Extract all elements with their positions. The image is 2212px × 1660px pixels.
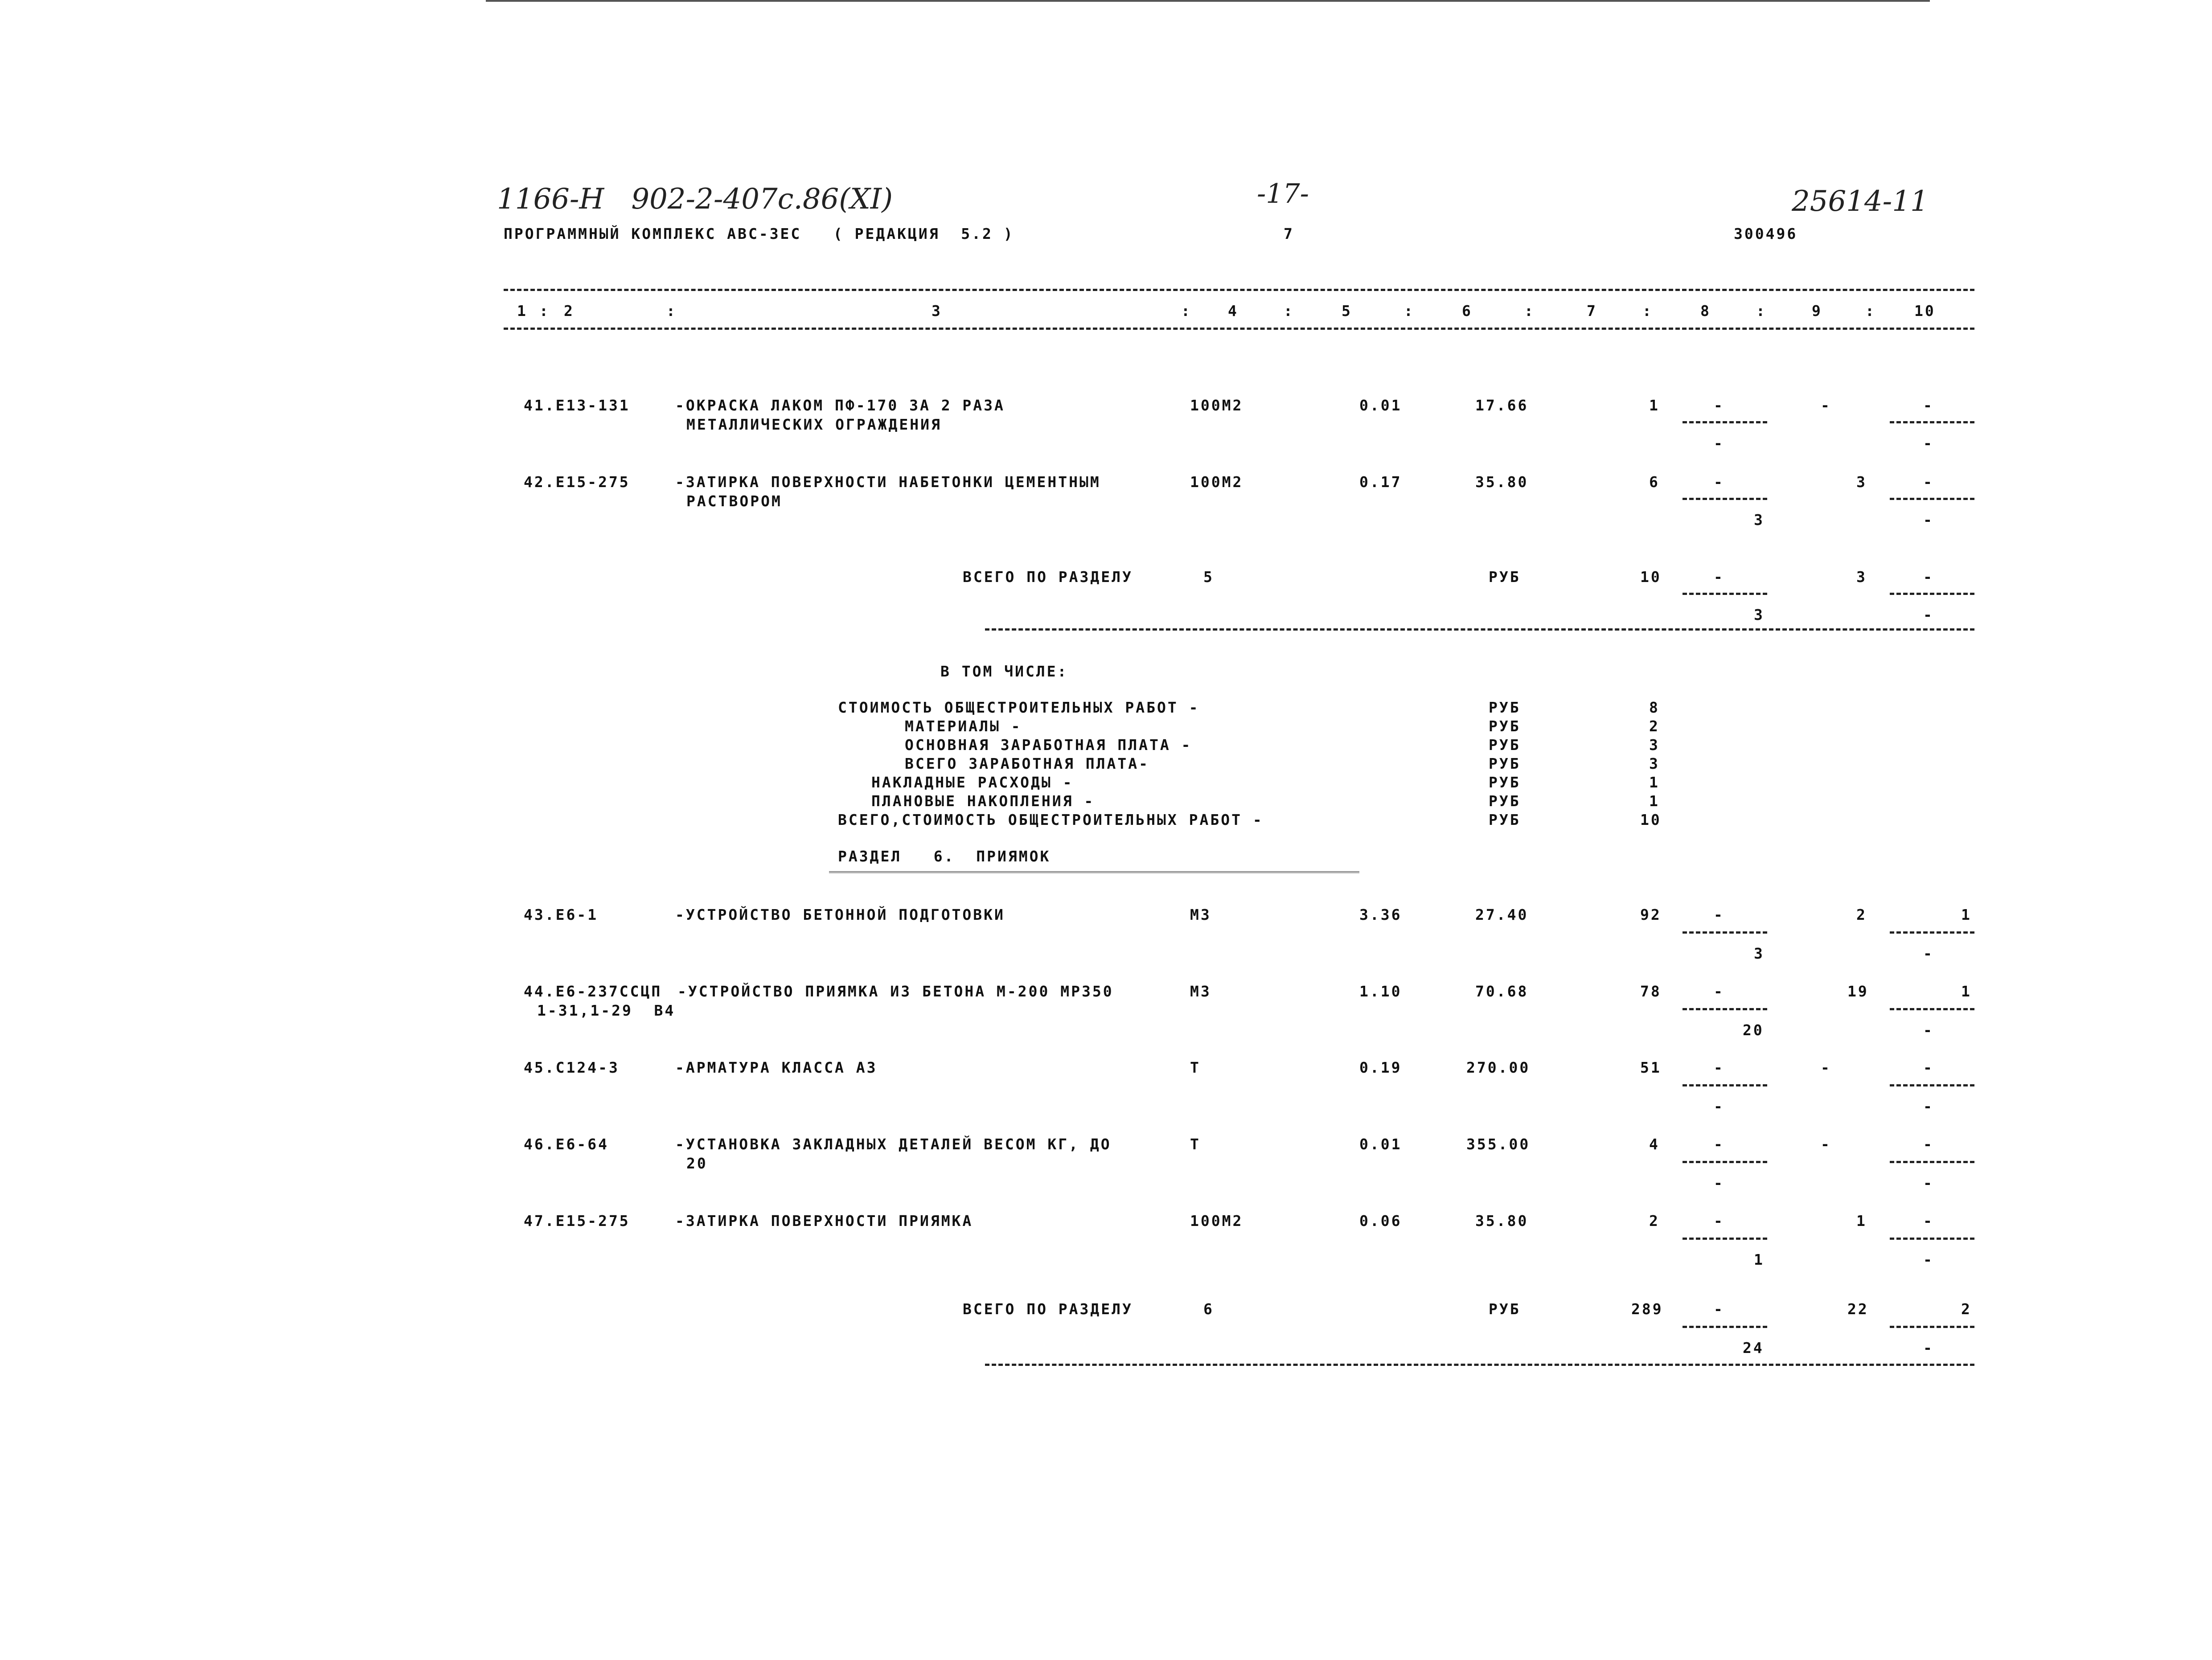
row-description: -УСТАНОВКА ЗАКЛАДНЫХ ДЕТАЛЕЙ ВЕСОМ КГ, ДО — [675, 1135, 1112, 1153]
row-col10-sub: - — [1923, 1021, 1934, 1039]
row-quantity: 0.01 — [1359, 1135, 1402, 1153]
breakdown-value: 2 — [1649, 717, 1660, 735]
total-label: ВСЕГО ПО РАЗДЕЛУ — [963, 1300, 1133, 1318]
row-col10: - — [1923, 397, 1934, 414]
total-col9: 22 — [1847, 1300, 1869, 1318]
row-description: -УСТРОЙСТВО ПРИЯМКА ИЗ БЕТОНА М-200 МРЗ50 — [677, 983, 1114, 1000]
col-header-6: 6 — [1462, 302, 1473, 320]
row-description: -ЗАТИРКА ПОВЕРХНОСТИ НАБЕТОНКИ ЦЕМЕНТНЫМ — [675, 473, 1101, 491]
row-col8: - — [1714, 906, 1724, 923]
total-col8-sub: 3 — [1754, 606, 1765, 623]
total-col8: - — [1714, 1300, 1724, 1318]
col-header-3: 3 — [932, 302, 942, 320]
section-heading: РАЗДЕЛ 6. ПРИЯМОК — [838, 848, 1051, 865]
row-description: -УСТРОЙСТВО БЕТОННОЙ ПОДГОТОВКИ — [675, 906, 1005, 923]
breakdown-unit: РУБ — [1489, 755, 1521, 772]
row-price: 27.40 — [1475, 906, 1529, 923]
total-col7: 10 — [1640, 568, 1662, 586]
total-rule — [985, 628, 1974, 631]
row-number: 44.Е6-237ССЦП — [524, 983, 662, 1000]
breakdown-unit: РУБ — [1489, 774, 1521, 791]
row-col10-sub: - — [1923, 434, 1934, 452]
total-col10-sub: - — [1923, 606, 1934, 623]
breakdown-value: 3 — [1649, 755, 1660, 772]
total-section-number: 5 — [1203, 568, 1214, 586]
row-col8-sub: 3 — [1754, 511, 1765, 529]
total-col7: 289 — [1631, 1300, 1663, 1318]
breakdown-label: СТОИМОСТЬ ОБЩЕСТРОИТЕЛЬНЫХ РАБОТ - — [838, 699, 1200, 716]
row-unit: 100М2 — [1190, 1212, 1243, 1230]
breakdown-value: 8 — [1649, 699, 1660, 716]
row-unit: 100М2 — [1190, 397, 1243, 414]
row-description: -ОКРАСКА ЛАКОМ ПФ-170 ЗА 2 РАЗА — [675, 397, 1005, 414]
total-label: ВСЕГО ПО РАЗДЕЛУ — [963, 568, 1133, 586]
row-description: -ЗАТИРКА ПОВЕРХНОСТИ ПРИЯМКА — [675, 1212, 973, 1230]
header-bottom-rule — [504, 328, 1974, 330]
row-col8-sub: - — [1714, 1174, 1724, 1192]
breakdown-unit: РУБ — [1489, 811, 1521, 828]
row-col10: - — [1923, 1059, 1934, 1076]
row-col9: - — [1821, 1135, 1831, 1153]
row-unit: 100М2 — [1190, 473, 1243, 491]
row-col10-sub: - — [1923, 1251, 1934, 1268]
row-col10: - — [1923, 1212, 1934, 1230]
row-quantity: 0.06 — [1359, 1212, 1402, 1230]
row-col9: 2 — [1856, 906, 1867, 923]
row-col8-sub: - — [1714, 434, 1724, 452]
row-number: 41.Е13-131 — [524, 397, 630, 414]
row-quantity: 0.19 — [1359, 1059, 1402, 1076]
row-price: 35.80 — [1475, 1212, 1529, 1230]
row-col7: 92 — [1640, 906, 1662, 923]
row-col9: - — [1821, 1059, 1831, 1076]
row-col9: 19 — [1847, 983, 1869, 1000]
total-col10: - — [1923, 568, 1934, 586]
row-col7: 2 — [1649, 1212, 1660, 1230]
row-col7: 78 — [1640, 983, 1662, 1000]
row-price: 35.80 — [1475, 473, 1529, 491]
breakdown-unit: РУБ — [1489, 717, 1521, 735]
row-number: 47.Е15-275 — [524, 1212, 630, 1230]
document-code: 300496 — [1734, 225, 1798, 242]
total-section-number: 6 — [1203, 1300, 1214, 1318]
row-col7: 4 — [1649, 1135, 1660, 1153]
handwritten-archive-number: 25614-11 — [1792, 185, 1929, 218]
sub-page-number: 7 — [1284, 225, 1294, 242]
row-col8: - — [1714, 397, 1724, 414]
breakdown-value: 1 — [1649, 792, 1660, 810]
col-header-2: 2 — [564, 302, 575, 320]
row-col7: 51 — [1640, 1059, 1662, 1076]
total-unit: РУБ — [1489, 568, 1521, 586]
row-number: 42.Е15-275 — [524, 473, 630, 491]
program-title: ПРОГРАММНЫЙ КОМПЛЕКС АВС-3ЕС ( РЕДАКЦИЯ 5.2 ) — [504, 225, 1014, 242]
breakdown-value: 1 — [1649, 774, 1660, 791]
total-col10: 2 — [1961, 1300, 1972, 1318]
row-price: 17.66 — [1475, 397, 1529, 414]
breakdown-label: НАКЛАДНЫЕ РАСХОДЫ - — [871, 774, 1074, 791]
row-col9: - — [1821, 397, 1831, 414]
row-number: 46.Е6-64 — [524, 1135, 609, 1153]
row-col8: - — [1714, 983, 1724, 1000]
row-col10: - — [1923, 1135, 1934, 1153]
breakdown-label: ПЛАНОВЫЕ НАКОПЛЕНИЯ - — [871, 792, 1095, 810]
row-unit: Т — [1190, 1135, 1201, 1153]
total-col8: - — [1714, 568, 1724, 586]
row-col8-sub: - — [1714, 1098, 1724, 1115]
total-col10-sub: - — [1923, 1339, 1934, 1357]
col-header-10: 10 — [1914, 302, 1936, 320]
breakdown-label: МАТЕРИАЛЫ - — [905, 717, 1022, 735]
page-number-mark: -17- — [1257, 178, 1309, 209]
col-header-7: 7 — [1587, 302, 1597, 320]
row-col8: - — [1714, 1212, 1724, 1230]
row-col10: - — [1923, 473, 1934, 491]
row-col10: 1 — [1961, 983, 1972, 1000]
row-col7: 6 — [1649, 473, 1660, 491]
scan-top-edge — [486, 0, 1930, 2]
row-col8: - — [1714, 1059, 1724, 1076]
row-col10-sub: - — [1923, 945, 1934, 962]
row-description-cont: МЕТАЛЛИЧЕСКИХ ОГРАЖДЕНИЯ — [686, 416, 942, 433]
col-header-8: 8 — [1700, 302, 1711, 320]
row-quantity: 0.17 — [1359, 473, 1402, 491]
total-col9: 3 — [1856, 568, 1867, 586]
row-unit: М3 — [1190, 983, 1211, 1000]
col-header-9: 9 — [1812, 302, 1822, 320]
breakdown-unit: РУБ — [1489, 736, 1521, 754]
row-description-cont: 1-31,1-29 В4 — [537, 1002, 676, 1019]
total-col8-sub: 24 — [1743, 1339, 1764, 1357]
col-header-4: 4 — [1228, 302, 1239, 320]
row-col7: 1 — [1649, 397, 1660, 414]
breakdown-value: 10 — [1640, 811, 1662, 828]
row-quantity: 3.36 — [1359, 906, 1402, 923]
row-col8: - — [1714, 473, 1724, 491]
row-description-cont: РАСТВОРОМ — [686, 492, 782, 510]
row-col10: 1 — [1961, 906, 1972, 923]
row-col10-sub: - — [1923, 1174, 1934, 1192]
row-col10-sub: - — [1923, 511, 1934, 529]
row-number: 45.С124-3 — [524, 1059, 620, 1076]
row-col9: 3 — [1856, 473, 1867, 491]
row-unit: Т — [1190, 1059, 1201, 1076]
total-rule — [985, 1364, 1974, 1366]
col-header-1: 1 — [517, 302, 528, 320]
breakdown-title: В ТОМ ЧИСЛЕ: — [940, 663, 1068, 680]
col-header-5: 5 — [1342, 302, 1352, 320]
row-price: 70.68 — [1475, 983, 1529, 1000]
breakdown-label: ВСЕГО ЗАРАБОТНАЯ ПЛАТА- — [905, 755, 1149, 772]
header-top-rule — [504, 289, 1974, 291]
breakdown-label: ОСНОВНАЯ ЗАРАБОТНАЯ ПЛАТА - — [905, 736, 1192, 754]
breakdown-unit: РУБ — [1489, 792, 1521, 810]
row-description-cont: 20 — [686, 1155, 708, 1172]
row-col8-sub: 1 — [1754, 1251, 1765, 1268]
handwritten-doc-number: 1166-Н 902-2-407с.86(XI) — [497, 183, 893, 216]
row-col8-sub: 3 — [1754, 945, 1765, 962]
section-heading-underline — [829, 871, 1359, 873]
row-col8-sub: 20 — [1743, 1021, 1764, 1039]
row-price: 270.00 — [1466, 1059, 1531, 1076]
total-unit: РУБ — [1489, 1300, 1521, 1318]
breakdown-value: 3 — [1649, 736, 1660, 754]
row-col8: - — [1714, 1135, 1724, 1153]
row-col9: 1 — [1856, 1212, 1867, 1230]
row-description: -АРМАТУРА КЛАССА А3 — [675, 1059, 878, 1076]
row-quantity: 0.01 — [1359, 397, 1402, 414]
row-unit: М3 — [1190, 906, 1211, 923]
row-price: 355.00 — [1466, 1135, 1531, 1153]
row-quantity: 1.10 — [1359, 983, 1402, 1000]
row-col10-sub: - — [1923, 1098, 1934, 1115]
row-number: 43.Е6-1 — [524, 906, 599, 923]
breakdown-label: ВСЕГО,СТОИМОСТЬ ОБЩЕСТРОИТЕЛЬНЫХ РАБОТ - — [838, 811, 1264, 828]
breakdown-unit: РУБ — [1489, 699, 1521, 716]
